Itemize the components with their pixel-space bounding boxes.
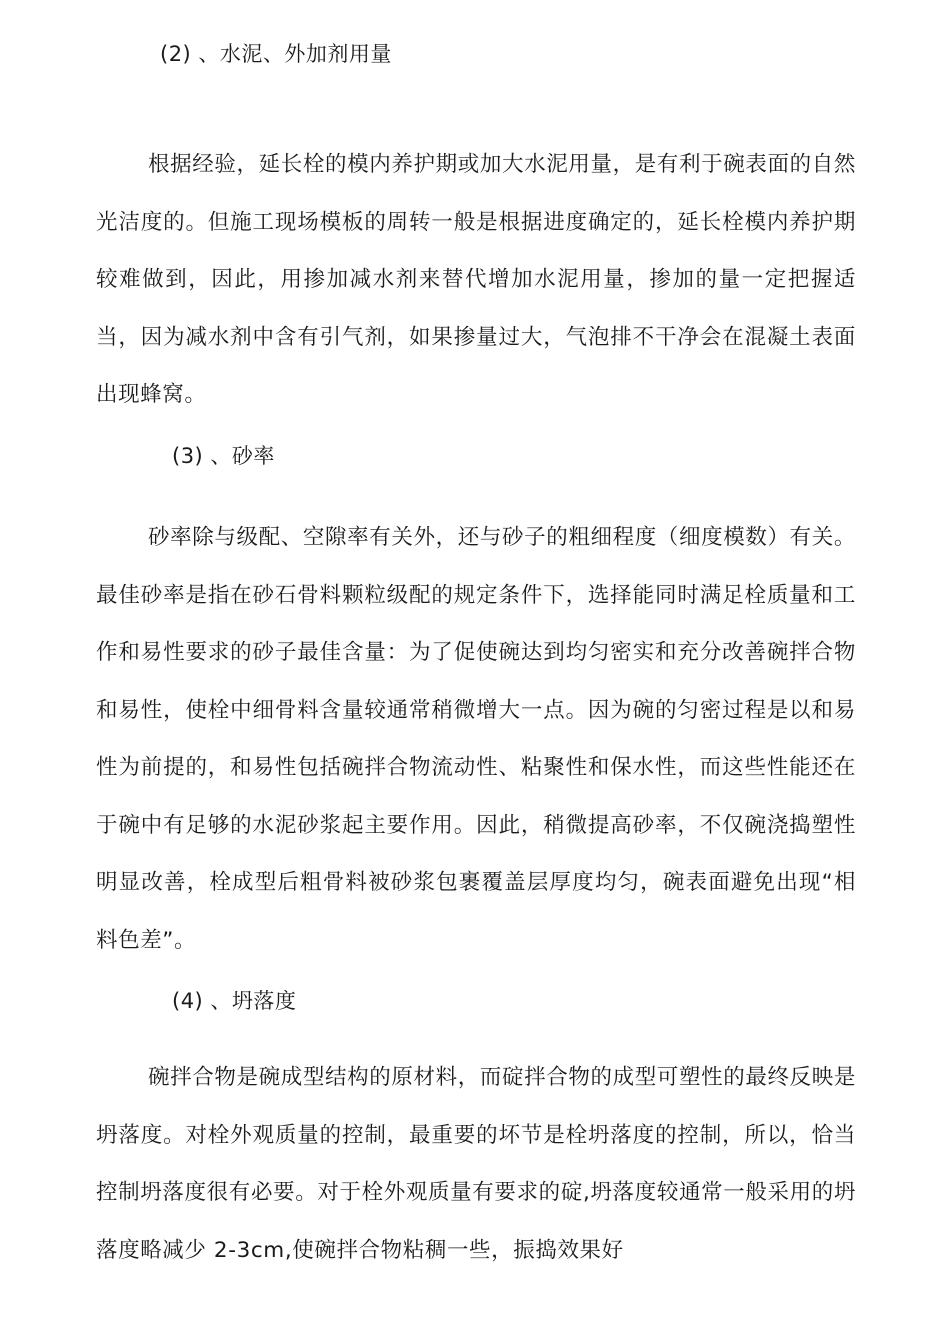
paragraph-text: 根据经验，延长栓的模内养护期或加大水泥用量，是有利于碗表面的自然光洁度的。但施工现场模板的周转一般是根据进度确定的，延长栓模内养护期较难做到，因此，用掺加减水剂来替代增加水泥用量，掺加的量一定把握适当，因为减水剂中含有引气剂，如果掺量过大，气泡排不干净会在混凝土表面出现蜂窝。 [96, 152, 856, 407]
section-heading-4: (4) 、坍落度 [172, 989, 297, 1013]
paragraph-text: 砂率除与级配、空隙率有关外，还与砂子的粗细程度（细度模数）有关。最佳砂率是指在砂石骨料颗粒级配的规定条件下，选择能同时满足栓质量和工作和易性要求的砂子最佳含量：为了促使碗达到均匀密实和充分改善碗拌合物和易性，使栓中细骨料含量较通常稍微增大一点。因为碗的匀密过程是以和易性为前提的，和易性包括碗拌合物流动性、粘聚性和保水性，而这些性能还在于碗中有足够的水泥砂浆起主要作用。因此，稍微提高砂率，不仅碗浇捣塑性明显改善，栓成型后粗骨料被砂浆包裹覆盖层厚度均匀，碗表面避免出现“相料色差”。 [96, 525, 856, 953]
section-heading-2: (2) 、水泥、外加剂用量 [160, 42, 392, 66]
section-paragraph-2 [96, 136, 856, 424]
section-heading-3: (3) 、砂率 [172, 444, 275, 468]
paragraph-text: 碗拌合物是碗成型结构的原材料，而碇拌合物的成型可塑性的最终反映是坍落度。对栓外观质量的控制，最重要的坏节是栓坍落度的控制，所以，恰当控制坍落度很有必要。对于栓外观质量有要求的碇,坍落度较通常一般采用的坍落度略减少 2-3cm,使碗拌合物粘稠一些，振捣效果好 [96, 1065, 856, 1263]
section-paragraph-4 [96, 1049, 856, 1279]
section-paragraph-3 [96, 509, 856, 969]
